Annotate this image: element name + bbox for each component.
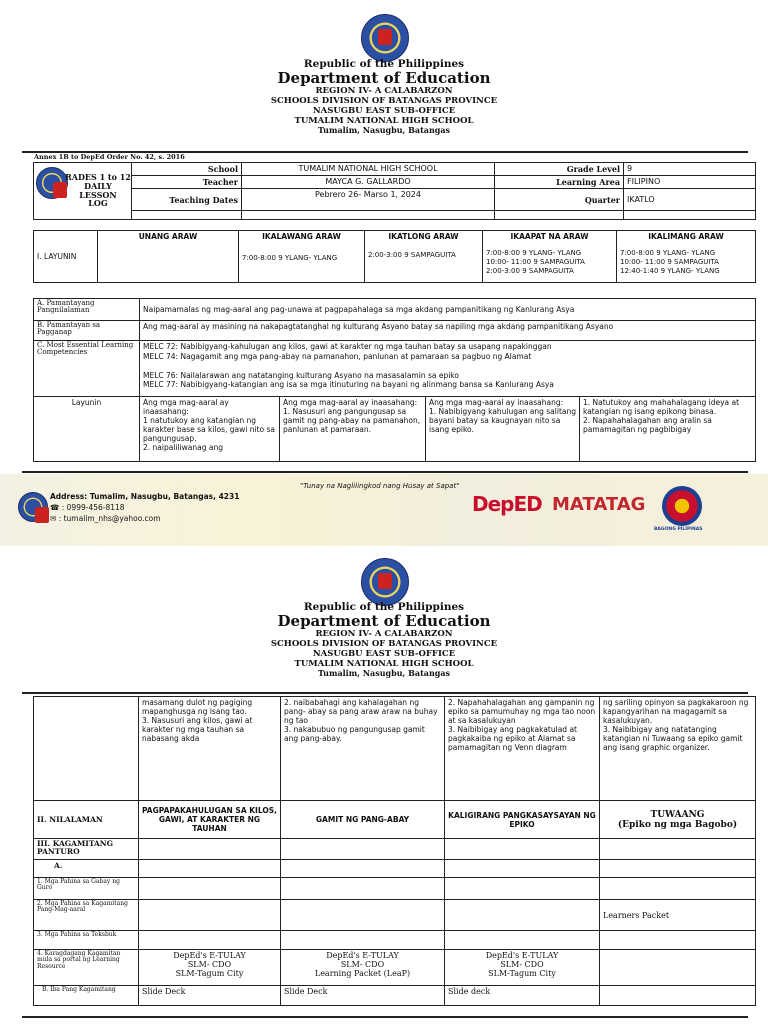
melc-label: C. Most Essential Learning Competencies <box>34 341 140 397</box>
annex-text: Annex 1B to DepEd Order No. 42, s. 2016 <box>34 153 185 161</box>
suboffice-text-p2: NASUGBU EAST SUB-OFFICE <box>312 648 456 659</box>
phone-icon: ☎ <box>50 502 60 512</box>
teacher-label: Teacher <box>132 176 242 189</box>
deped-wordmark: DepED <box>472 492 542 516</box>
pamantayan-pagganap-text: Ang mag-aaral ay masining na nakapagtatanghal ng kulturang Asyano batay sa napiling mga akdang pampanitikang Asyano <box>140 321 756 341</box>
learners-packet: Learners Packet <box>600 900 756 931</box>
letterhead <box>0 58 768 136</box>
deped-seal-logo <box>361 14 409 62</box>
resource-day-2: DepEd's E-TULAY SLM- CDO Learning Packet (LeaP) <box>281 950 445 986</box>
day-3-cell <box>365 231 483 283</box>
footer-email: : tumalim_nhs@yahoo.com <box>58 513 161 523</box>
nilalaman-label: II. NILALAMAN <box>34 801 139 839</box>
day-4-schedule: 7:00-8:00 9 YLANG- YLANG 10:00- 11:00 9 SAMPAGUITA 2:00-3:00 9 SAMPAGUITA <box>486 249 585 275</box>
area-label: Learning Area <box>495 176 624 189</box>
day-3-header: IKATLONG ARAW <box>388 232 459 241</box>
nilalaman-day-1: PAGPAPAKAHULUGAN SA KILOS, GAWI, AT KARAKTER NG TAUHAN <box>139 801 281 839</box>
slide-deck-day-3: Slide deck <box>445 986 600 1006</box>
deped-seal-logo-p2 <box>361 558 409 606</box>
layunin-label: I. LAYUNIN <box>34 231 98 283</box>
day-2-schedule: 7:00-8:00 9 YLANG- YLANG <box>242 254 338 262</box>
layunin-day-3: Ang mga mag-aaral ay inaasahang: 1. Nabibigyang kahulugan ang salitang bayani batay sa kaugnayan nito sa isang epiko. <box>426 397 580 462</box>
dates-value: Pebrero 26- Marso 1, 2024 <box>242 189 495 211</box>
kagamitan-a-label: A. <box>34 860 139 878</box>
matatag-logo: MATATAG <box>552 494 646 515</box>
department-title-p2: Department of Education <box>277 612 491 631</box>
bagong-pilipinas-logo <box>662 486 702 526</box>
school-text-p2: TUMALIM NATIONAL HIGH SCHOOL <box>294 658 474 669</box>
school-logo <box>18 492 48 522</box>
header-divider-p2 <box>22 692 748 694</box>
day-5-cell <box>617 231 756 283</box>
dll-info-table <box>33 162 756 220</box>
school-label: School <box>132 163 242 176</box>
division-text-p2: SCHOOLS DIVISION OF BATANGAS PROVINCE <box>270 639 498 650</box>
resource-day-1: DepEd's E-TULAY SLM- CDO SLM-Tagum City <box>139 950 281 986</box>
layunin-day-2: Ang mga mag-aaral ay inaasahang: 1. Nasusuri ang pangungusap sa gamit ng pang-abay na pamanahon, panlunan at pamaraan. <box>280 397 426 462</box>
teksbuk-label: 3. Mga Pahina sa Teksbuk <box>34 931 139 950</box>
learning-resource-label: 4. Karagdagang Kagamitan mula sa portal ng Learning Resource <box>34 950 139 986</box>
kagamitang-mag-aaral-label: 2. Mga Pahina sa Kagamitang Pang-Mag-aaral <box>34 900 139 931</box>
dll-title-cell <box>34 163 132 220</box>
grade-label: Grade Level <box>495 163 624 176</box>
day-2-cell <box>239 231 365 283</box>
grade-value: 9 <box>624 163 756 176</box>
layunin-day-1: Ang mga mag-aaral ay inaasahang: 1 natutukoy ang katangian ng karakter base sa kilos, gawi nito sa pangungusap. 2. naipaliliwanag ang <box>140 397 280 462</box>
page-2-bottom-divider <box>22 1016 748 1018</box>
day-4-header: IKAAPAT NA ARAW <box>510 232 589 241</box>
division-text: SCHOOLS DIVISION OF BATANGAS PROVINCE <box>270 96 498 107</box>
iba-pang-kagamitan-label: B. Iba Pang Kagamitang <box>34 986 139 1006</box>
region-text: REGION IV- A CALABARZON <box>315 86 453 97</box>
dll-title: RADES 1 to 12 DAILY LESSON LOG <box>65 172 131 209</box>
pamantayang-nilalaman-text: Naipamamalas ng mag-aaral ang pag-unawa at pagpapahalaga sa mga akdang pampanitikang ng Kanlurang Asya <box>140 299 756 321</box>
objectives-table <box>33 298 756 462</box>
letterhead-p2 <box>0 601 768 679</box>
dates-label: Teaching Dates <box>132 189 242 211</box>
footer-phone: : 0999-456-8118 <box>61 502 125 512</box>
email-icon: ✉ <box>50 513 57 523</box>
nilalaman-day-3: KALIGIRANG PANGKASAYSAYAN NG EPIKO <box>445 801 600 839</box>
pamantayang-nilalaman-label: A. Pamantayang Pangnilalaman <box>34 299 140 321</box>
republic-text-p2: Republic of the Philippines <box>303 601 465 613</box>
footer-slogan: "Tunay na Naglilingkod nang Husay at Sapat" <box>300 482 460 490</box>
slide-deck-day-2: Slide Deck <box>281 986 445 1006</box>
region-text-p2: REGION IV- A CALABARZON <box>315 629 453 640</box>
melc-72: MELC 72: Nabibigyang-kahulugan ang kilos, gawi at karakter ng mga tauhan batay sa usapang napakinggan <box>143 342 552 351</box>
melc-cell <box>140 341 756 397</box>
quarter-label: Quarter <box>495 189 624 211</box>
slide-deck-day-1: Slide Deck <box>139 986 281 1006</box>
school-text: TUMALIM NATIONAL HIGH SCHOOL <box>294 115 474 126</box>
day-5-header: IKALIMANG ARAW <box>648 232 724 241</box>
days-table <box>33 230 756 283</box>
day-4-cell <box>483 231 617 283</box>
continued-day-4: ng sariling opinyon sa pagkakaroon ng kapangyarihan na magagamit sa kasalukuyan. 3. Naibibigay ang natatanging katangian ni Tuwaang sa epiko gamit ang isang graphic organizer. <box>600 697 756 801</box>
resource-day-3: DepEd's E-TULAY SLM- CDO SLM-Tagum City <box>445 950 600 986</box>
page-1-bottom-divider <box>22 471 748 473</box>
footer-banner <box>0 474 768 546</box>
day-1-header: UNANG ARAW <box>98 231 239 283</box>
suboffice-text: NASUGBU EAST SUB-OFFICE <box>312 105 456 116</box>
melc-76: MELC 76: Nailalarawan ang natatanging kulturang Asyano na masasalamin sa epiko <box>143 370 459 380</box>
continued-day-2: 2. naibabahagi ang kahalagahan ng pang- abay sa pang araw araw na buhay ng tao 3. nakabubuo ng pangungusap gamit ang pang-abay. <box>281 697 445 801</box>
continued-day-1: masamang dulot ng pagiging mapanghusga ng isang tao. 3. Nasusuri ang kilos, gawi at karakter ng mga tauhan sa nabasang akda <box>139 697 281 801</box>
bagong-pilipinas-text: BAGONG PILIPINAS <box>654 527 703 532</box>
teacher-value: MAYCA G. GALLARDO <box>242 176 495 189</box>
quarter-value: IKATLO <box>624 189 756 211</box>
day-2-header: IKALAWANG ARAW <box>262 232 341 241</box>
kagamitan-label: III. KAGAMITANG PANTURO <box>34 839 139 860</box>
melc-77: MELC 77: Nabibigyang-katangian ang isa sa mga itinuturing na bayani ng alinmang bansa sa Kanlurang Asya <box>143 380 554 390</box>
day-3-schedule: 2:00-3:00 9 SAMPAGUITA <box>368 251 456 259</box>
page-2-table <box>33 696 756 1006</box>
nilalaman-day-2: GAMIT NG PANG-ABAY <box>281 801 445 839</box>
school-value: TUMALIM NATIONAL HIGH SCHOOL <box>242 163 495 176</box>
department-title: Department of Education <box>277 69 491 88</box>
day-5-schedule: 7:00-8:00 9 YLANG- YLANG 10:00- 11:00 9 SAMPAGUITA 12:40-1:40 9 YLANG- YLANG <box>620 249 720 275</box>
gabay-guro-label: 1. Mga Pahina sa Gabay ng Guro <box>34 878 139 900</box>
nilalaman-day-4: TUWAANG (Epiko ng mga Bagobo) <box>600 801 756 839</box>
footer-address: Address: Tumalim, Nasugbu, Batangas, 4231 <box>50 492 240 501</box>
continued-day-3: 2. Napahahalagahan ang gampanin ng epiko sa pamumuhay ng mga tao noon at sa kasalukuyan 3. Naibibigay ang pagkakatulad at pagkakaiba ng epiko at Alamat sa pamamagitan ng Venn diagram <box>445 697 600 801</box>
layunin-day-4: 1. Natutukoy ang mahahalagang ideya at katangian ng isang epikong binasa. 2. Napahahalagahan ang aralin sa pamamagitan ng pagbibigay <box>580 397 756 462</box>
republic-text: Republic of the Philippines <box>303 58 465 70</box>
address-text: Tumalim, Nasugbu, Batangas <box>317 125 451 136</box>
melc-74: MELC 74: Nagagamit ang mga pang-abay na pamanahon, panlunan at pamaraan sa pagbuo ng Alamat <box>143 351 532 361</box>
area-value: FILIPINO <box>624 176 756 189</box>
footer-contact <box>50 492 239 525</box>
layunin-row-label: Layunin <box>34 397 140 462</box>
address-text-p2: Tumalim, Nasugbu, Batangas <box>317 668 451 679</box>
deped-logo <box>472 492 542 516</box>
pamantayan-pagganap-label: B. Pamantayan sa Pagganap <box>34 321 140 341</box>
